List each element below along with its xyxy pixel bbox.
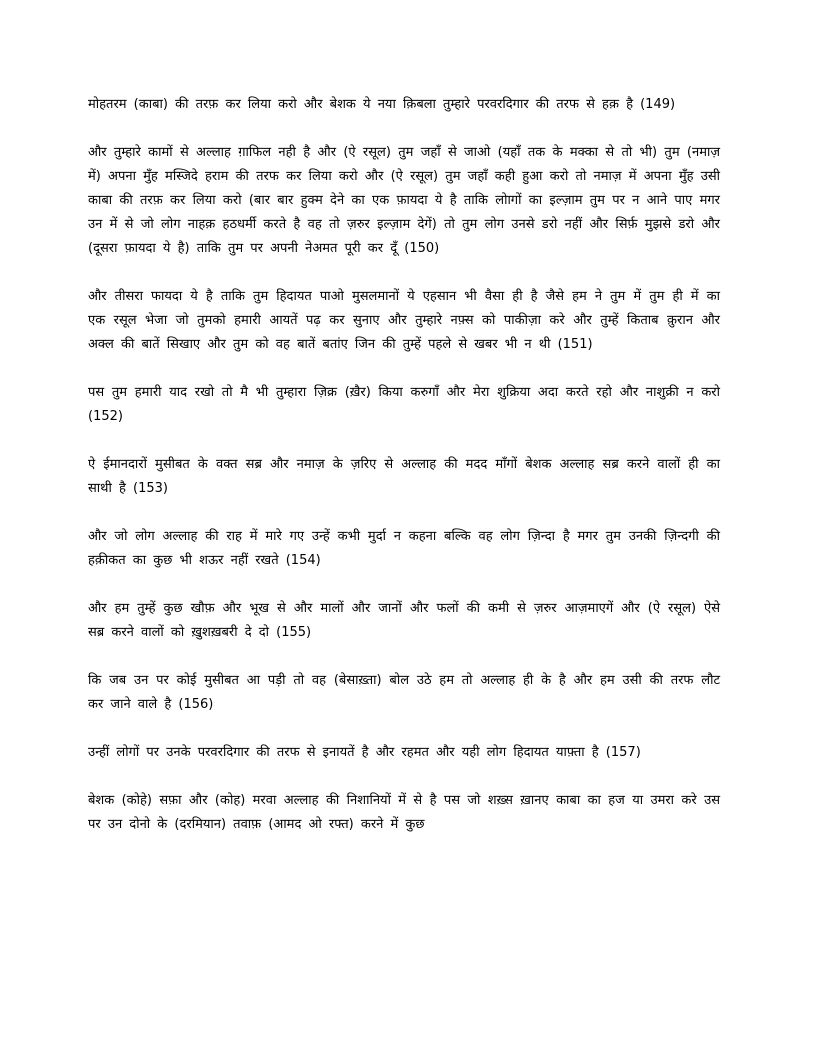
verse-paragraph: उन्हीं लोगों पर उनके परवरदिगार की तरफ से इनायतें है और रहमत और यही लोग हिदायत याफ़्ता है (157) [88,745,641,760]
verse-paragraph: पस तुम हमारी याद रखो तो मै भी तुम्हारा ज़िक्र (ख़ैर) किया करुगाँ और मेरा शुक्रिया अदा करते रहो और नाशुक्री न करो (152) [88,385,720,424]
verse-paragraph: और हम तुम्हें कुछ खौफ़ और भूख से और मालों और जानों और फलों की कमी से ज़रुर आज़माएगें और (ऐ रसूल) ऐसे सब्र करने वालों को ख़ुशख़बरी दे दो (155) [88,601,720,640]
verse-paragraph: मोहतरम (काबा) की तरफ़ कर लिया करो और बेशक ये नया क़िबला तुम्हारे परवरदिगार की तरफ से हक़ है (149) [88,97,676,112]
verse-paragraph: और तीसरा फायदा ये है ताकि तुम हिदायत पाओ मुसलमानों ये एहसान भी वैसा ही है जैसे हम ने तुम में तुम ही में का एक रसूल भेजा जो तुमको हमारी आयतें पढ़ कर सुनाए और तुम्हारे नफ़्स को पाकीज़ा करे और तुम्हें किताब क़ुरान और अक्ल की बातें सिखाए और तुम को वह बातें बतांए जिन की तुम्हें पहले से खबर भी न थी (151) [88,289,720,352]
verse-paragraph: ऐ ईमानदारों मुसीबत के वक्त सब्र और नमाज़ के ज़रिए से अल्लाह की मदद माँगों बेशक अल्लाह सब्र करने वालों ही का साथी है (153) [88,457,720,496]
verse-paragraph: कि जब उन पर कोई मुसीबत आ पड़ी तो वह (बेसाख़्ता) बोल उठे हम तो अल्लाह ही के है और हम उसी की तरफ लौट कर जाने वाले है (156) [88,673,720,712]
verse-paragraph: और तुम्हारे कामों से अल्लाह ग़ाफिल नही है और (ऐ रसूल) तुम जहाँ से जाओ (यहाँ तक के मक्का से तो भी) तुम (नमाज़ में) अपना मुँह मस्जिदे हराम की तरफ कर लिया करो और (ऐ रसूल) तुम जहाँ कही हुआ करो तो नमाज़ में अपना मुँह उसी काबा की तरफ़ कर लिया करो (बार बार हुक्म देने का एक फ़ायदा ये है ताकि लोागों का इल्ज़ाम तुम पर न आने पाए मगर उन में से जो लोग नाहक़ हठधर्मी करते है वह तो ज़रुर इल्ज़ाम देगें) तो तुम लोग उनसे डरो नहीं और सिर्फ़ मुझसे डरो और (दूसरा फ़ायदा ये है) ताकि तुम पर अपनी नेअमत पूरी कर दूँ (150) [88,145,720,256]
verse-paragraph: बेशक (कोहे) सफ़ा और (कोह) मरवा अल्लाह की निशानियों में से है पस जो शख़्स ख़ानए काबा का हज या उमरा करे उस पर उन दोनो के (दरमियान) तवाफ़ (आमद ओ रफ्त) करने में कुछ [88,793,720,832]
verse-paragraph: और जो लोग अल्लाह की राह में मारे गए उन्हें कभी मुर्दा न कहना बल्कि वह लोग ज़िन्दा है मगर तुम उनकी ज़िन्दगी की हक़ीकत का कुछ भी शऊर नहीं रखते (154) [88,529,720,568]
document-page [88,93,720,861]
